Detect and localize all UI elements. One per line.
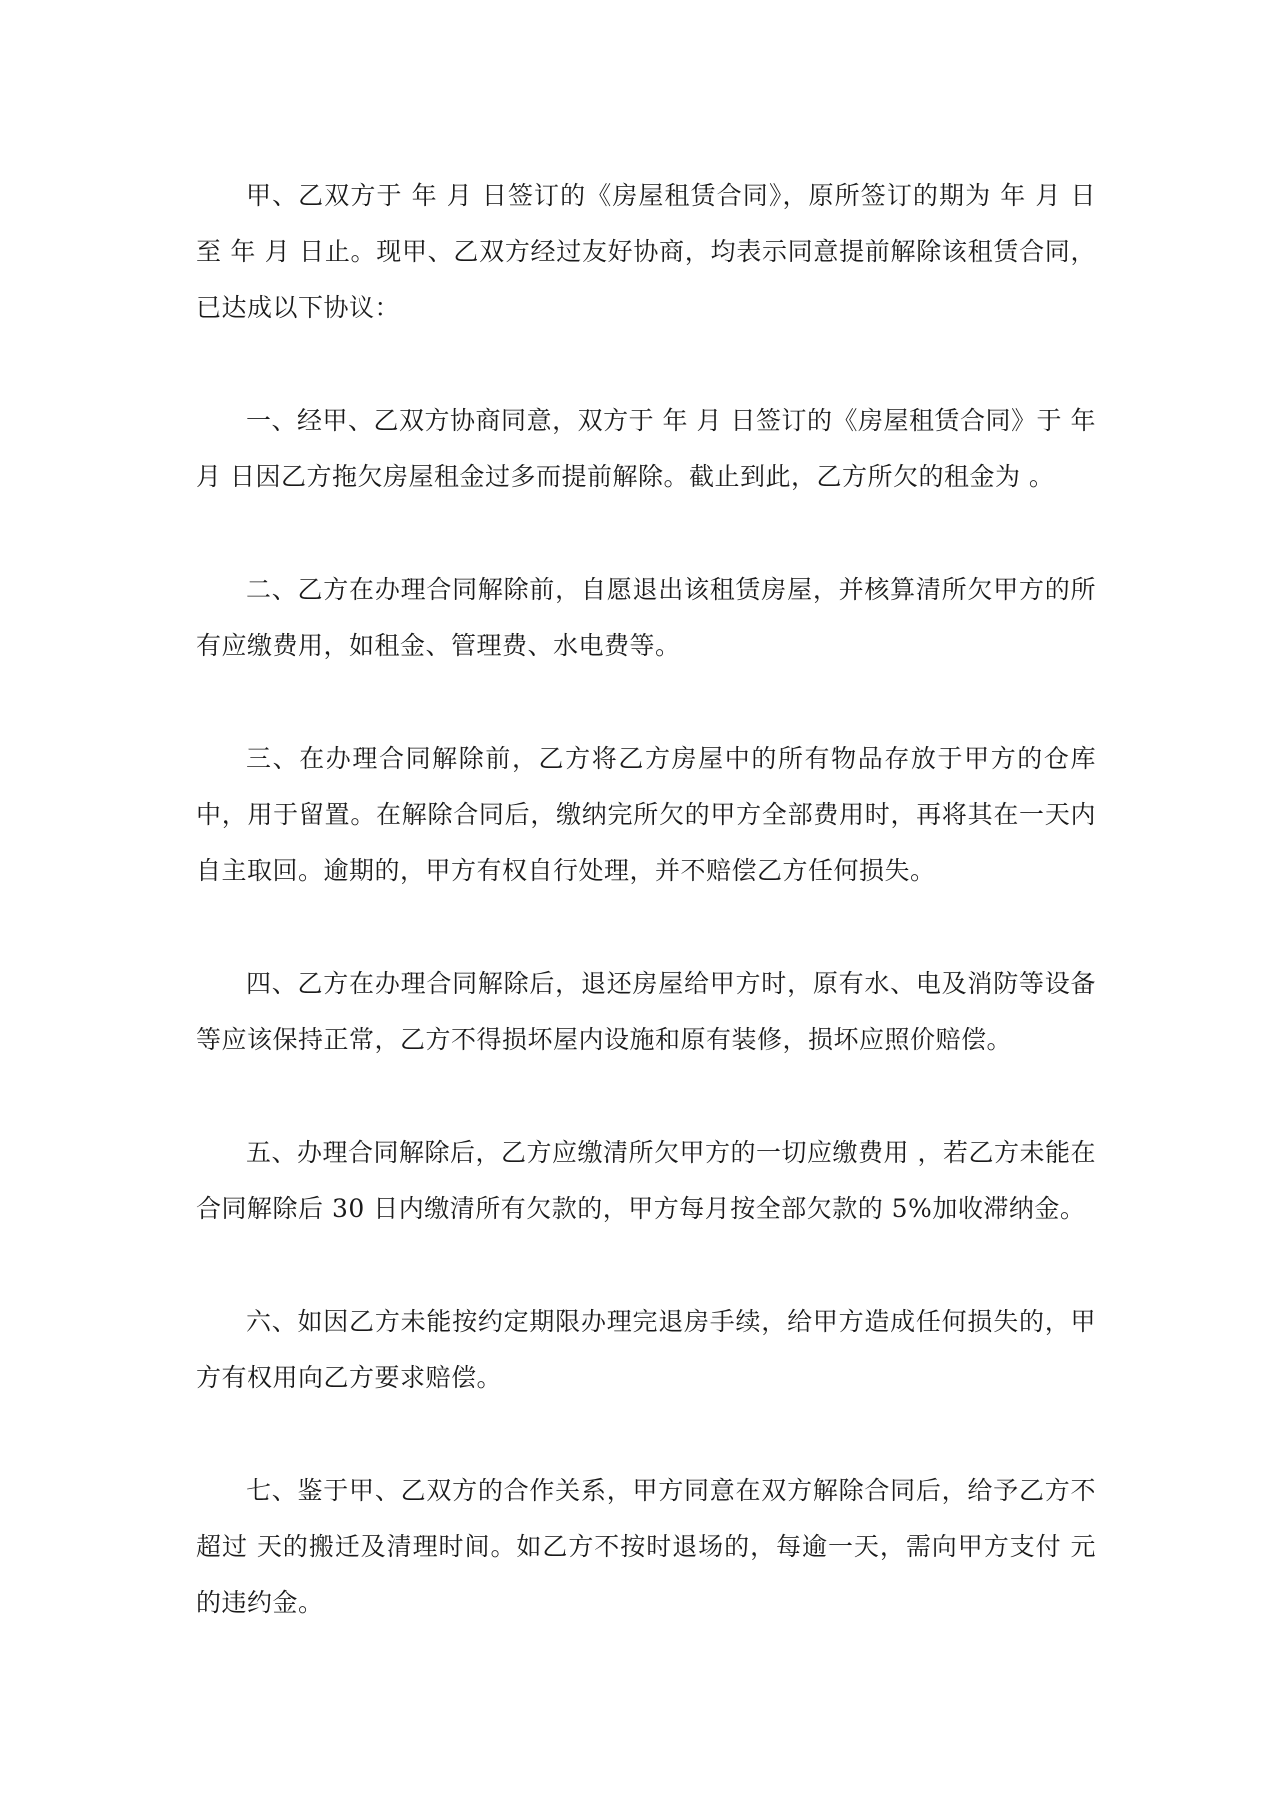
clause-4-paragraph: 四、乙方在办理合同解除后，退还房屋给甲方时，原有水、电及消防等设备等应该保持正常，乙方不得损坏屋内设施和原有装修，损坏应照价赔偿。 — [196, 969, 1096, 1054]
document-body — [196, 168, 1096, 1631]
clause-7-paragraph: 七、鉴于甲、乙双方的合作关系，甲方同意在双方解除合同后，给予乙方不超过 天的搬迁及清理时间。如乙方不按时退场的，每逾一天，需向甲方支付 元的违约金。 — [196, 1476, 1096, 1617]
clause-3-paragraph: 三、在办理合同解除前，乙方将乙方房屋中的所有物品存放于甲方的仓库中，用于留置。在解除合同后，缴纳完所欠的甲方全部费用时，再将其在一天内自主取回。逾期的，甲方有权自行处理，并不赔偿乙方任何损失。 — [196, 744, 1096, 885]
clause-1-paragraph: 一、经甲、乙双方协商同意，双方于 年 月 日签订的《房屋租赁合同》于 年 月 日因乙方拖欠房屋租金过多而提前解除。截止到此，乙方所欠的租金为 。 — [196, 406, 1096, 491]
clause-2-paragraph: 二、乙方在办理合同解除前，自愿退出该租赁房屋，并核算清所欠甲方的所有应缴费用，如租金、管理费、水电费等。 — [196, 575, 1096, 660]
preamble-paragraph: 甲、乙双方于 年 月 日签订的《房屋租赁合同》，原所签订的期为 年 月 日至 年 月 日止。现甲、乙双方经过友好协商，均表示同意提前解除该租赁合同，已达成以下协议： — [196, 181, 1096, 322]
clause-6-paragraph: 六、如因乙方未能按约定期限办理完退房手续，给甲方造成任何损失的，甲方有权用向乙方要求赔偿。 — [196, 1307, 1096, 1392]
clause-5-paragraph: 五、办理合同解除后，乙方应缴清所欠甲方的一切应缴费用 ，若乙方未能在合同解除后 30 日内缴清所有欠款的，甲方每月按全部欠款的 5%加收滞纳金。 — [196, 1138, 1096, 1223]
